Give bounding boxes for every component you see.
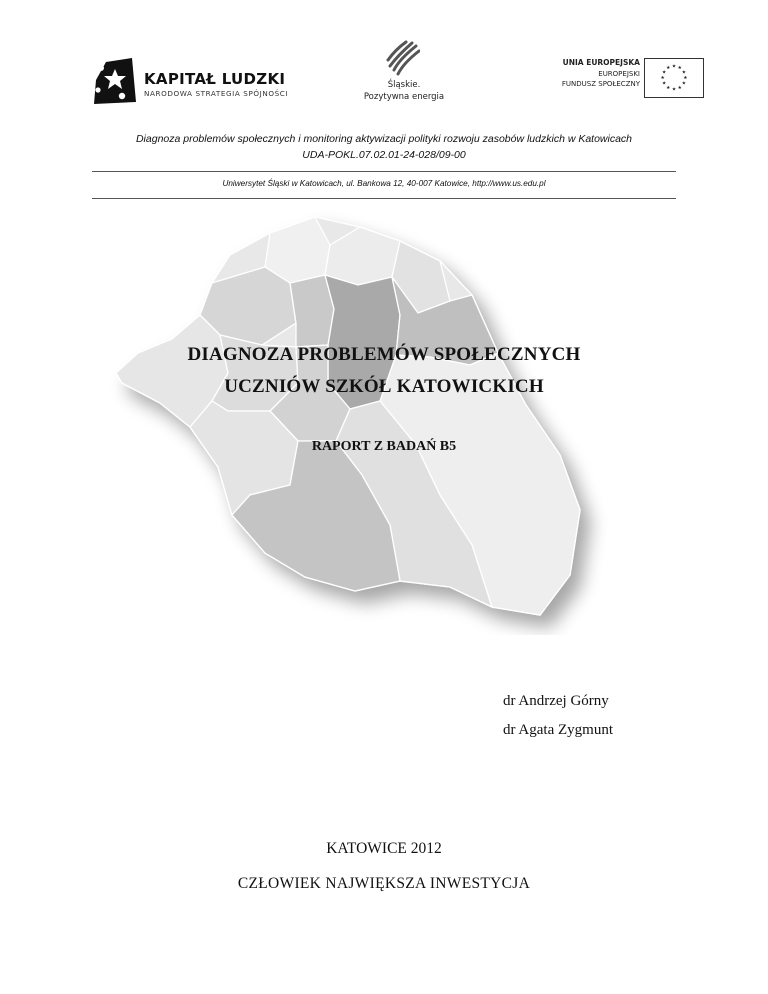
svg-text:★: ★: [661, 81, 667, 87]
report-title-line-1: DIAGNOZA PROBLEMÓW SPOŁECZNYCH: [187, 344, 581, 365]
slaskie-wave-icon: [386, 40, 420, 76]
university-address: Uniwersytet Śląski w Katowicach, ul. Bankowa 12, 40-007 Katowice, http://www.us.edu.pl: [222, 179, 546, 188]
header-divider-bottom: [92, 198, 676, 199]
svg-text:★: ★: [671, 64, 677, 70]
kapital-ludzki-title: KAPITAŁ LUDZKI: [144, 70, 286, 88]
svg-text:★: ★: [666, 85, 671, 91]
unia-europejska-logo: [540, 58, 720, 104]
header-divider-top: [92, 171, 676, 172]
svg-text:★: ★: [666, 66, 671, 72]
svg-text:★: ★: [661, 70, 667, 76]
svg-text:★: ★: [677, 85, 682, 91]
svg-text:★: ★: [681, 70, 687, 76]
report-subtitle: RAPORT Z BADAŃ B5: [311, 439, 457, 454]
author-1: dr Andrzej Górny: [503, 693, 609, 709]
kapital-ludzki-logo: [92, 48, 292, 110]
motto: CZŁOWIEK NAJWIĘKSZA INWESTYCJA: [237, 875, 531, 892]
ue-line-3: FUNDUSZ SPOŁECZNY: [561, 80, 640, 88]
svg-text:★: ★: [671, 87, 677, 93]
project-code: UDA-POKL.07.02.01-24-028/09-00: [302, 149, 466, 161]
ue-line-2: EUROPEJSKI: [598, 70, 640, 78]
slaskie-logo: [356, 40, 452, 104]
svg-text:★: ★: [677, 66, 682, 72]
svg-text:★: ★: [681, 81, 687, 87]
report-title-line-2: UCZNIÓW SZKÓŁ KATOWICKICH: [224, 376, 544, 397]
slaskie-tagline: Pozytywna energia: [363, 92, 445, 102]
ue-line-1: UNIA EUROPEJSKA: [562, 58, 640, 67]
slaskie-name: Śląskie.: [387, 80, 421, 90]
kapital-ludzki-subtitle: NARODOWA STRATEGIA SPÓJNOŚCI: [144, 89, 289, 98]
svg-text:★: ★: [683, 75, 688, 81]
project-title-line: Diagnoza problemów społecznych i monitoring aktywizacji polityki rozwoju zasobów ludzkich w Katowicach: [135, 133, 633, 145]
katowice-district-map: [100, 205, 620, 635]
place-and-year: KATOWICE 2012: [326, 840, 442, 857]
eu-flag-icon: [644, 58, 704, 98]
author-2: dr Agata Zygmunt: [503, 722, 613, 738]
svg-text:★: ★: [660, 75, 665, 81]
kapital-ludzki-emblem-icon: [92, 54, 138, 106]
